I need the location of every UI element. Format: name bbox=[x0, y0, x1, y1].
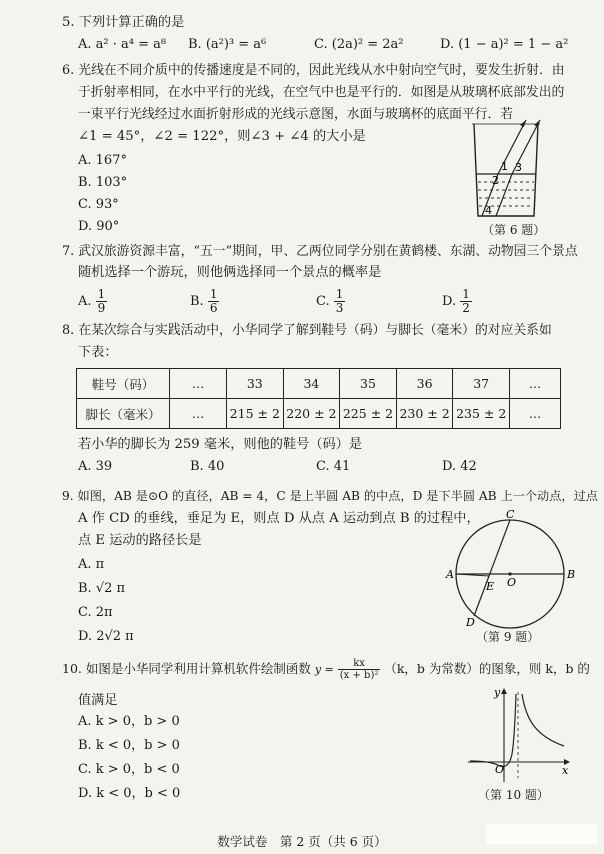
q6-line-2: 于折射率相同，在水中平行的光线，在空气中也是平行的．如图是从玻璃杯底部发出的 bbox=[78, 85, 565, 100]
watermark-overlay bbox=[486, 824, 598, 844]
table-cell: 脚长（毫米） bbox=[77, 399, 170, 429]
table-cell: 33 bbox=[227, 369, 284, 399]
q9-circle-figure bbox=[444, 504, 576, 630]
table-cell: 215 ± 2 bbox=[227, 399, 284, 429]
q6-line-1: 6. 光线在不同介质中的传播速度是不同的，因此光线从水中射向空气时，要发生折射．由 bbox=[62, 63, 565, 78]
q7-option-d: D. $\frac{1}{2}$ bbox=[442, 287, 470, 315]
table-cell: … bbox=[170, 399, 227, 429]
q10-origin: O bbox=[495, 763, 505, 776]
q10-axis-y: y bbox=[494, 686, 501, 699]
q10-line-2: 值满足 bbox=[78, 693, 118, 708]
q7-option-b: B. $\frac{1}{6}$ bbox=[190, 287, 218, 315]
q9-option-d: D. 2√2 π bbox=[78, 629, 134, 644]
q6-label-3: 3 bbox=[515, 161, 522, 174]
table-cell: 235 ± 2 bbox=[453, 399, 510, 429]
q6-glass-figure bbox=[468, 116, 548, 220]
q5-option-b: B. (a²)³ = a⁶ bbox=[188, 37, 267, 52]
q8-option-c: C. 41 bbox=[316, 459, 351, 474]
table-cell: 37 bbox=[453, 369, 510, 399]
q10-function-graph bbox=[464, 684, 574, 784]
q9-option-a: A. π bbox=[78, 557, 105, 572]
q6-line-3: 一束平行光线经过水面折射形成的光线示意图，水面与玻璃杯的底面平行．若 bbox=[78, 107, 514, 122]
q7-line-2: 随机选择一个游玩，则他俩选择同一个景点的概率是 bbox=[78, 265, 382, 280]
shoe-size-table bbox=[76, 368, 561, 429]
q9-line-2: A 作 CD 的垂线，垂足为 E，则点 D 从点 A 运动到点 B 的过程中， bbox=[78, 511, 480, 526]
table-row bbox=[77, 399, 561, 429]
q9-option-c: C. 2π bbox=[78, 605, 113, 620]
table-cell: 34 bbox=[283, 369, 340, 399]
q8-option-d: D. 42 bbox=[442, 459, 477, 474]
q6-label-4: 4 bbox=[485, 204, 492, 217]
q7-line-1: 7. 武汉旅游资源丰富，“五一”期间，甲、乙两位同学分别在黄鹤楼、东湖、动物园三个景点 bbox=[62, 244, 578, 259]
q5-stem: 5. 下列计算正确的是 bbox=[62, 15, 185, 30]
q6-option-b: B. 103° bbox=[78, 175, 128, 190]
table-cell: … bbox=[170, 369, 227, 399]
q10-option-d: D. k < 0，b < 0 bbox=[78, 786, 181, 801]
q9-label-e: E bbox=[486, 580, 495, 593]
q6-caption: （第 6 题） bbox=[482, 223, 546, 237]
q6-line-4: ∠1 = 45°，∠2 = 122°，则∠3 + ∠4 的大小是 bbox=[78, 129, 366, 144]
q9-line-3: 点 E 运动的路径长是 bbox=[78, 533, 202, 548]
q9-option-b: B. √2 π bbox=[78, 581, 126, 596]
q6-option-d: D. 90° bbox=[78, 219, 120, 234]
q8-line-1: 8. 在某次综合与实践活动中，小华同学了解到鞋号（码）与脚长（毫米）的对应关系如 bbox=[62, 323, 552, 338]
q6-label-2: 2 bbox=[492, 174, 499, 187]
q10-option-a: A. k > 0，b > 0 bbox=[78, 714, 180, 729]
table-cell: … bbox=[510, 369, 561, 399]
q8-option-a: A. 39 bbox=[78, 459, 113, 474]
table-cell: 225 ± 2 bbox=[340, 399, 397, 429]
q5-option-a: A. a² · a⁴ = a⁸ bbox=[78, 37, 167, 52]
table-cell: 35 bbox=[340, 369, 397, 399]
q9-label-o: O bbox=[507, 576, 517, 589]
table-cell: 220 ± 2 bbox=[283, 399, 340, 429]
q10-option-c: C. k > 0，b < 0 bbox=[78, 762, 180, 777]
q6-label-1: 1 bbox=[501, 160, 508, 173]
q6-option-a: A. 167° bbox=[78, 153, 127, 168]
q9-caption: （第 9 题） bbox=[476, 630, 540, 644]
table-cell: 230 ± 2 bbox=[396, 399, 453, 429]
table-cell: 36 bbox=[396, 369, 453, 399]
table-cell: … bbox=[510, 399, 561, 429]
table-cell: 鞋号（码） bbox=[77, 369, 170, 399]
q5-option-c: C. (2a)² = 2a² bbox=[314, 37, 404, 52]
q10-option-b: B. k < 0，b > 0 bbox=[78, 738, 180, 753]
q8-option-b: B. 40 bbox=[190, 459, 225, 474]
q10-stem: 10. 如图是小华同学利用计算机软件绘制函数 y = $\frac{kx}{\text{(x + b)²}}$ （k，b 为常数）的图象，则 k，b 的 bbox=[62, 658, 590, 681]
q7-option-a: A. $\frac{1}{9}$ bbox=[78, 287, 106, 315]
q9-label-d: D bbox=[466, 616, 475, 629]
q8-after-text: 若小华的脚长为 259 毫米，则他的鞋号（码）是 bbox=[78, 437, 363, 452]
page-footer: 数学试卷 第 2 页（共 6 页） bbox=[217, 834, 387, 849]
q5-option-d: D. (1 − a)² = 1 − a² bbox=[440, 37, 569, 52]
q9-label-c: C bbox=[506, 508, 515, 521]
q10-axis-x: x bbox=[562, 764, 569, 777]
q9-line-1: 9. 如图，AB 是⊙O 的直径，AB = 4，C 是上半圆 AB 的中点，D 是下半圆 AB 上一个动点，过点 bbox=[62, 489, 598, 503]
q9-label-a: A bbox=[446, 568, 454, 581]
q6-option-c: C. 93° bbox=[78, 197, 119, 212]
q9-label-b: B bbox=[567, 568, 576, 581]
q10-caption: （第 10 题） bbox=[478, 788, 549, 802]
q8-line-2: 下表： bbox=[78, 345, 118, 360]
q7-option-c: C. $\frac{1}{3}$ bbox=[316, 287, 344, 315]
table-row bbox=[77, 369, 561, 399]
